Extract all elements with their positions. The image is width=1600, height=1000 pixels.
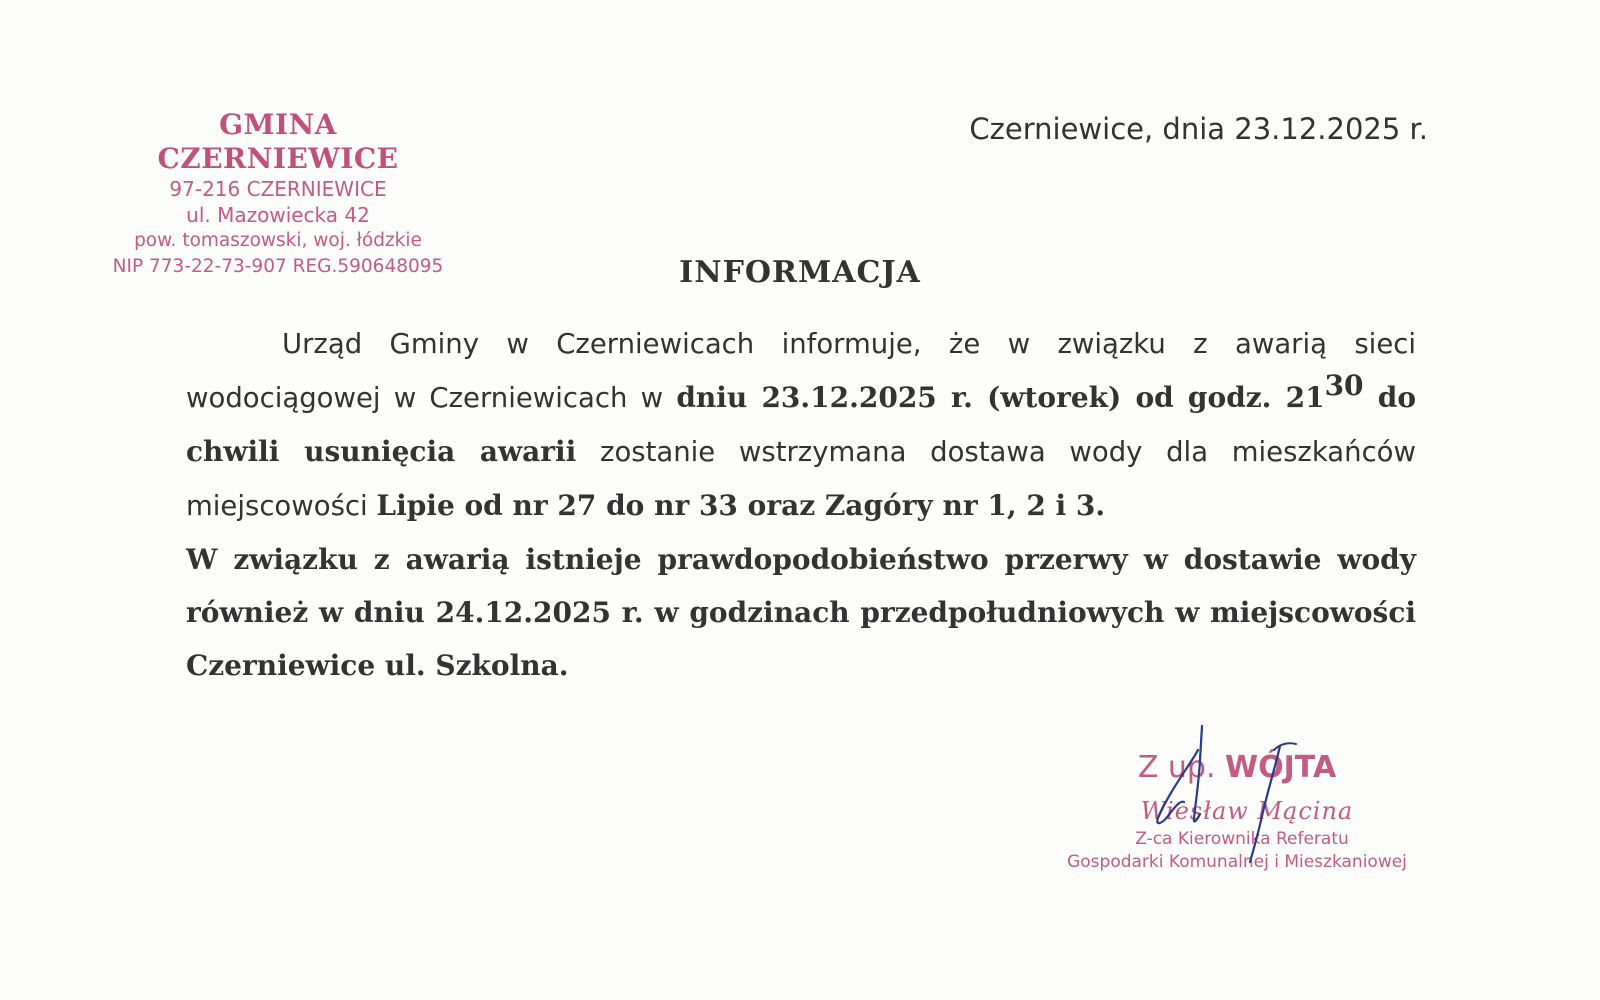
document-title: INFORMACJA xyxy=(679,255,921,290)
signature-authority-prefix: Z up. xyxy=(1137,750,1226,785)
stamp-street: ul. Mazowiecka 42 xyxy=(186,203,370,227)
signature-authority-title: WÓJTA xyxy=(1225,750,1337,785)
notice-outage-date: dniu 23.12.2025 r. (wtorek) od godz. 21 xyxy=(676,381,1325,414)
signatory-position-line-2: Gospodarki Komunalnej i Mieszkaniowej xyxy=(1067,852,1407,872)
stamp-region: pow. tomaszowski, woj. łódzkie xyxy=(134,230,422,251)
notice-middle-text: zostanie wstrzymana dostawa wody dla mieszkańców miejscowości xyxy=(186,436,1416,522)
notice-outage-time-minutes: 30 xyxy=(1324,369,1364,402)
notice-affected-places: Lipie od nr 27 do nr 33 oraz Zagóry nr 1, 2 i 3. xyxy=(376,489,1106,522)
stamp-municipality-name: GMINA CZERNIEWICE xyxy=(157,108,399,175)
paragraph-possible-interruption xyxy=(186,533,1416,692)
stamp-tax-ids: NIP 773-22-73-907 REG.590648095 xyxy=(112,256,444,277)
notice-outage-until: do chwili usunięcia awarii xyxy=(186,381,1416,468)
possible-interruption-text: W związku z awarią istnieje prawdopodobieństwo przerwy w dostawie wody również w dniu 24.12.2025 r. w godzinach przedpołudniowych w miejscowości Czerniewice ul. Szkolna. xyxy=(186,543,1416,682)
notice-intro-text: Urząd Gminy w Czerniewicach informuje, że w związku z awarią sieci wodociągowej w Czerniewicach w xyxy=(186,328,1416,414)
signature-authority xyxy=(1062,748,1412,788)
stamp-postal-code: 97-216 CZERNIEWICE xyxy=(169,177,387,201)
signatory-name: Wiesław Mącina xyxy=(1140,797,1354,825)
signature-stamp xyxy=(1062,748,1412,874)
signatory-position-line-1: Z-ca Kierownika Referatu xyxy=(1135,829,1349,849)
document-date: Czerniewice, dnia 23.12.2025 r. xyxy=(969,112,1428,146)
paragraph-outage-notice xyxy=(186,317,1416,533)
document-body xyxy=(186,317,1416,692)
